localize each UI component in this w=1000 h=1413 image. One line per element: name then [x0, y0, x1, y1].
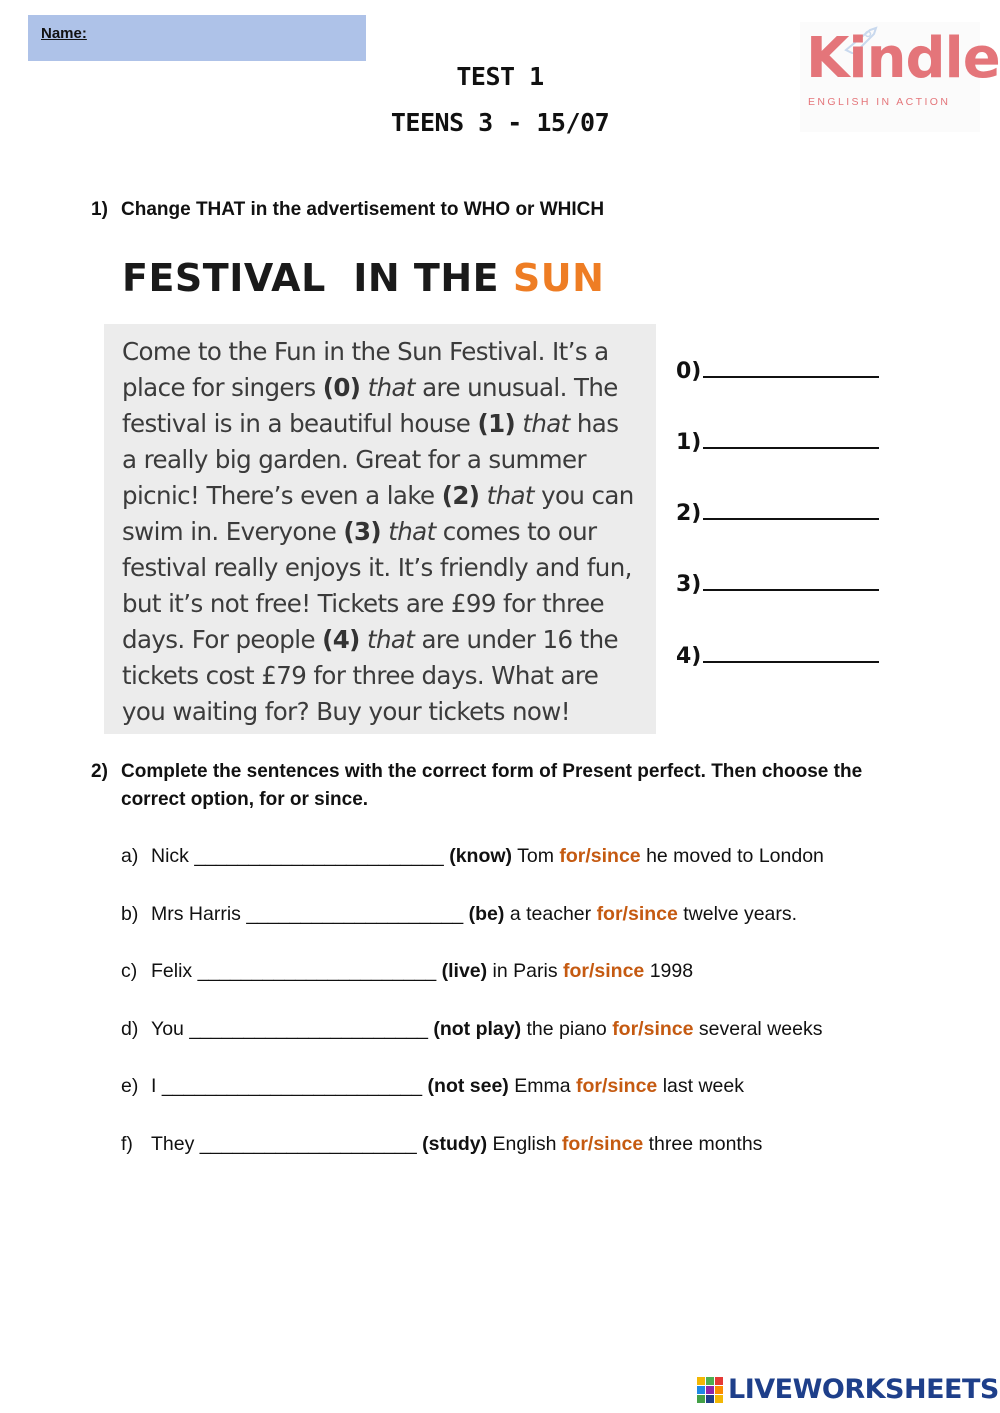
sentence-letter: e) [121, 1075, 139, 1097]
ad-line-before: but it’s not free! Tickets are £99 for three [122, 589, 604, 618]
ad-line [122, 514, 652, 550]
ad-line-after: are unusual. The [414, 373, 618, 402]
ad-line [122, 478, 652, 514]
for-since-option[interactable]: for/since [561, 1133, 644, 1155]
ad-line-before: tickets cost £79 for three days. What are [122, 661, 599, 690]
liveworksheets-icon [697, 1375, 725, 1407]
ad-line-after: you can [533, 481, 634, 510]
question-2-title-line2: correct option, for or since. [121, 789, 369, 810]
ad-line-before: picnic! There’s even a lake [122, 481, 442, 510]
question-2-title-line1: Complete the sentences with the correct form of Present perfect. Then choose the [121, 761, 863, 782]
for-since-option[interactable]: for/since [576, 1075, 658, 1097]
sentence-row [121, 1133, 762, 1156]
sentence-blank[interactable]: _______________________ [194, 845, 444, 867]
footer-brand: LIVEWORKSHEETS [728, 1374, 999, 1405]
sentence-subject: I [151, 1075, 157, 1097]
ad-line-before: Come to the Fun in the Sun Festival. It’s a [122, 337, 609, 366]
sentence-middle: in Paris [492, 960, 558, 982]
ad-line-num: (4) [322, 625, 360, 654]
advertisement-text [122, 334, 652, 730]
for-since-option[interactable]: for/since [612, 1018, 694, 1040]
sentence-subject: They [151, 1133, 195, 1155]
answer-blank[interactable] [703, 354, 879, 378]
sentence-letter: f) [121, 1133, 133, 1155]
ad-line-that: that [479, 481, 534, 510]
ad-line-that: that [360, 373, 415, 402]
ad-title [122, 256, 604, 300]
sentence-end: 1998 [649, 960, 694, 982]
sentence-letter: b) [121, 903, 139, 925]
kindle-logo [800, 22, 1000, 132]
sentence-blank[interactable]: ________________________ [161, 1075, 423, 1097]
sentence-end: last week [662, 1075, 744, 1097]
for-since-option[interactable]: for/since [559, 845, 641, 867]
ad-line-num: (3) [343, 517, 382, 546]
sentence-middle: the piano [526, 1018, 607, 1040]
sentence-letter: a) [121, 845, 139, 867]
question-1-number: 1) [91, 199, 108, 220]
sentence-blank[interactable]: ______________________ [197, 960, 437, 982]
ad-line-num: (1) [477, 409, 516, 438]
question-2-number: 2) [91, 761, 108, 782]
ad-line [122, 406, 652, 442]
ad-line-after: has [569, 409, 619, 438]
answer-blank[interactable] [703, 496, 879, 520]
test-subtitle: TEENS 3 - 15/07 [390, 108, 610, 137]
ad-line [122, 442, 652, 478]
sentence-end: he moved to London [646, 845, 824, 867]
verb-hint: (be) [468, 903, 505, 925]
sentence-subject: Mrs Harris [151, 903, 241, 925]
ad-line-before: place for singers [122, 373, 323, 402]
advertisement-box [104, 324, 656, 734]
sentence-blank[interactable]: ____________________ [246, 903, 464, 925]
ad-line [122, 550, 652, 586]
ad-line-that: that [381, 517, 436, 546]
ad-line-after: are under 16 the [414, 625, 619, 654]
verb-hint: (study) [422, 1133, 488, 1155]
answer-label: 0) [676, 359, 702, 384]
sentence-subject: You [151, 1018, 184, 1040]
logo-subtitle: ENGLISH IN ACTION [808, 96, 951, 108]
answer-row-1[interactable] [676, 425, 879, 455]
answer-blank[interactable] [703, 567, 879, 591]
ad-line-num: (0) [322, 373, 361, 402]
name-label: Name: [41, 25, 87, 42]
ad-line-that: that [515, 409, 570, 438]
sentence-middle: Tom [517, 845, 554, 867]
sentence-middle: English [492, 1133, 557, 1155]
sentence-middle: Emma [514, 1075, 571, 1097]
ad-line [122, 658, 652, 694]
for-since-option[interactable]: for/since [596, 903, 678, 925]
sentence-row [121, 1075, 744, 1098]
answer-row-3[interactable] [676, 567, 879, 597]
answer-label: 1) [676, 430, 702, 455]
answer-row-4[interactable] [676, 639, 879, 669]
answer-row-2[interactable] [676, 496, 879, 526]
ad-line-before: swim in. Everyone [122, 517, 344, 546]
sentence-row [121, 960, 693, 983]
ad-line [122, 334, 652, 370]
ad-line [122, 586, 652, 622]
ad-line [122, 694, 652, 730]
ad-title-highlight: SUN [512, 256, 605, 300]
ad-title-text: FESTIVAL IN THE [122, 256, 500, 300]
answer-row-0[interactable] [676, 354, 879, 384]
verb-hint: (live) [441, 960, 488, 982]
ad-line-before: festival really enjoys it. It’s friendly and fun, [122, 553, 632, 582]
ad-line-after: comes to our [435, 517, 597, 546]
ad-line [122, 622, 652, 658]
answer-blank[interactable] [703, 425, 879, 449]
sentence-subject: Felix [151, 960, 193, 982]
question-1-title: Change THAT in the advertisement to WHO or WHICH [121, 199, 605, 220]
ad-line-that: that [359, 625, 415, 654]
ad-line-before: a really big garden. Great for a summer [122, 445, 587, 474]
verb-hint: (know) [449, 845, 513, 867]
answer-label: 2) [676, 501, 702, 526]
sentence-middle: a teacher [509, 903, 592, 925]
sentence-letter: c) [121, 960, 138, 982]
sentence-subject: Nick [151, 845, 189, 867]
ad-line-num: (2) [441, 481, 480, 510]
for-since-option[interactable]: for/since [563, 960, 645, 982]
sentence-end: twelve years. [683, 903, 798, 925]
verb-hint: (not see) [427, 1075, 509, 1097]
name-field[interactable] [28, 15, 366, 61]
ad-line-before: festival is in a beautiful house [122, 409, 478, 438]
ad-line-before: you waiting for? Buy your tickets now! [122, 697, 570, 726]
answer-label: 3) [676, 572, 702, 597]
sentence-row [121, 903, 797, 926]
ad-line-before: days. For people [122, 625, 323, 654]
sentence-row [121, 845, 824, 868]
answer-label: 4) [676, 644, 702, 669]
test-title: TEST 1 [456, 62, 544, 91]
sentence-letter: d) [121, 1018, 139, 1040]
answer-blank[interactable] [703, 639, 879, 663]
sentence-end: several weeks [698, 1018, 823, 1040]
sentence-row [121, 1018, 822, 1041]
verb-hint: (not play) [433, 1018, 522, 1040]
logo-text: Kindle [806, 26, 1000, 91]
sentence-blank[interactable]: ____________________ [199, 1133, 417, 1155]
sentence-end: three months [648, 1133, 763, 1155]
sentence-blank[interactable]: ______________________ [189, 1018, 428, 1040]
ad-line [122, 370, 652, 406]
